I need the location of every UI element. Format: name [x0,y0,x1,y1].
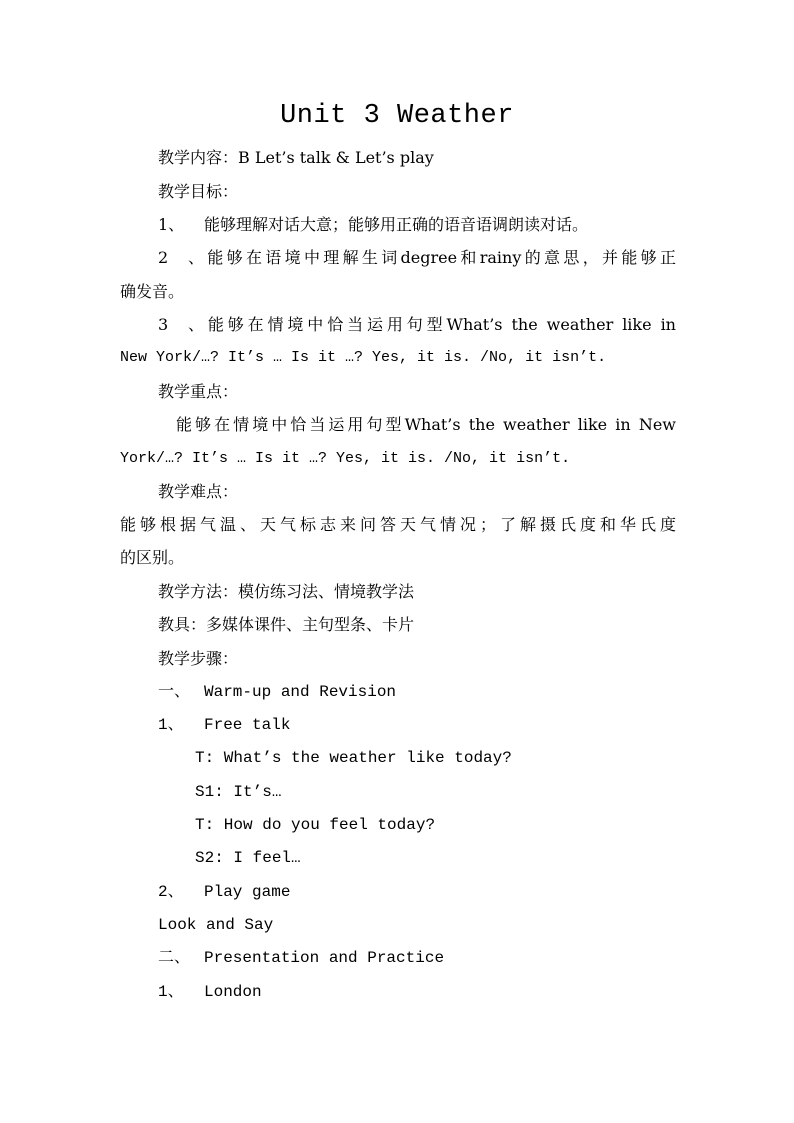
difficulties-line-2: 的区别。 [120,548,185,567]
difficulties-heading: 教学难点： [158,482,239,501]
objective-2-number: 2、 [158,248,204,267]
objective-2-text-b: 确发音。 [120,282,185,301]
dialogue-line-3: T: How do you feel today? [195,816,436,834]
steps-heading: 教学步骤： [158,649,239,668]
step-1-2-number: 2、 [158,883,184,901]
document-title: Unit 3 Weather [280,101,514,131]
step-1-text: Warm-up and Revision [204,683,397,701]
step-2 [158,948,444,968]
objective-1-text: 能够理解对话大意；能够用正确的语音语调朗读对话。 [204,215,589,234]
step-1-2-text: Play game [204,883,291,901]
step-1 [158,682,396,702]
keypoints-line-1: 能够在情境中恰当运用句型What’s the weather like in New [176,415,676,434]
objective-1-number: 1、 [158,215,185,234]
step-1-1 [158,715,290,735]
step-2-number: 二、 [158,949,191,967]
objectives-heading: 教学目标： [158,182,239,201]
objective-3-line-1 [158,315,676,335]
teaching-content: 教学内容：B Let’s talk & Let’s play [158,148,434,167]
keypoints-heading: 教学重点： [158,382,239,401]
dialogue-line-4: S2: I feel… [195,849,301,867]
objective-3-number: 3、 [158,315,204,334]
teaching-aids: 教具：多媒体课件、主句型条、卡片 [158,615,415,634]
step-1-1-text: Free talk [204,716,291,734]
dialogue-line-2: S1: It’s… [195,783,282,801]
objective-2-line-1 [158,248,676,268]
keypoints-line-2: York/…? It’s … Is it …? Yes, it is. /No, it isn’t. [120,450,571,467]
step-2-1-number: 1、 [158,983,184,1001]
dialogue-line-1: T: What’s the weather like today? [195,749,512,767]
step-1-number: 一、 [158,683,191,701]
difficulties-line-1: 能够根据气温、天气标志来问答天气情况；了解摄氏度和华氏度 [120,515,676,534]
look-and-say: Look and Say [158,916,274,934]
step-1-2 [158,882,290,902]
objective-1 [158,215,588,235]
step-1-1-number: 1、 [158,716,184,734]
teaching-methods: 教学方法：模仿练习法、情境教学法 [158,582,415,601]
objective-2-text-a: 能够在语境中理解生词degree和rainy的意思，并能够正 [204,248,676,267]
objective-3-text-a: 能够在情境中恰当运用句型What’s the weather like in [204,315,676,334]
step-2-1-text: London [204,983,262,1001]
step-2-text: Presentation and Practice [204,949,445,967]
objective-3-text-b: New York/…? It’s … Is it …? Yes, it is. /No, it isn’t. [120,349,607,366]
step-2-1 [158,982,262,1002]
